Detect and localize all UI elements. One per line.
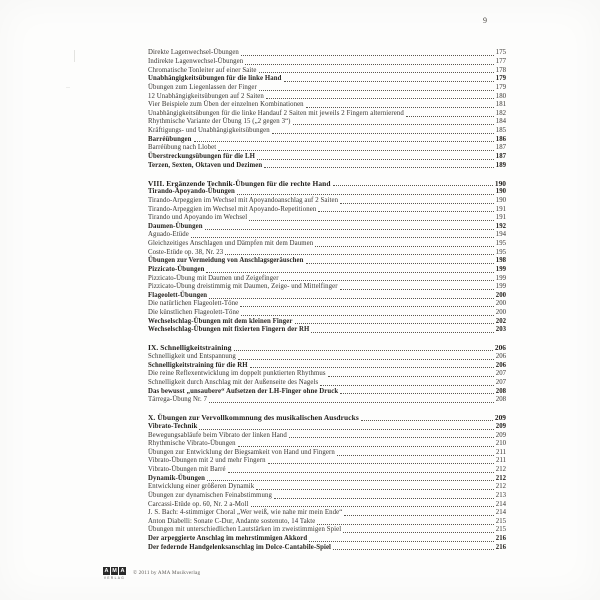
toc-entry (148, 448, 506, 457)
dotted-leader (194, 141, 494, 142)
toc-entry-title: Dynamik-Übungen (148, 474, 206, 482)
dotted-leader (293, 124, 494, 125)
toc-entry-title: Pizzicato-Übung dreistimmig mit Daumen, Zeige- und Mittelfinger (148, 283, 338, 291)
toc-entry (148, 58, 506, 67)
toc-entry-title: Schnelligkeit durch Anschlag mit der Außenseite des Nagels (148, 378, 319, 386)
toc-entry-title: Barréübungen (148, 135, 192, 143)
dotted-leader (245, 64, 494, 65)
dotted-leader (274, 498, 494, 499)
toc-entry-page: 208 (495, 396, 506, 404)
toc-entry (148, 543, 506, 552)
toc-entry-title: Vibrato-Technik (148, 422, 198, 430)
toc-entry-title: Anton Diabelli: Sonate C-Dur, Andante sostenuto, 14 Takte (148, 517, 316, 525)
dotted-leader (249, 220, 494, 221)
dotted-leader (206, 272, 493, 273)
toc-entry-page: 189 (495, 161, 506, 169)
dotted-leader (311, 332, 493, 333)
page-footer (103, 567, 200, 580)
toc-entry (148, 266, 506, 275)
toc-entry-page: 191 (495, 214, 506, 222)
toc-entry-title: IX. Schnelligkeitstraining (148, 343, 232, 353)
toc-entry-page: 200 (495, 309, 506, 317)
toc-entry (148, 396, 506, 405)
toc-entry-page: 187 (495, 144, 506, 152)
toc-entry-page: 211 (496, 457, 506, 465)
toc-entry-title: Die natürlichen Flageolett-Töne (148, 300, 239, 308)
dotted-leader (238, 359, 494, 360)
toc-entry-title: Tirando-Apoyando-Übungen (148, 188, 235, 196)
toc-entry-title: Chromatische Tonleiter auf einer Saite (148, 66, 257, 74)
dotted-leader (209, 298, 494, 299)
toc-entry-page: 198 (495, 257, 506, 265)
logo-letter: M (112, 568, 117, 574)
toc-entry-title: Das bewusst „unsaubere“ Aufsetzen der LH-Finger ohne Druck (148, 387, 339, 395)
toc-entry-page: 177 (495, 58, 506, 66)
toc-entry-title: Unabhängigkeitsübungen für die linke Handauf 2 Saiten mit jeweils 2 Fingern alternierend (148, 109, 404, 117)
dotted-leader (340, 203, 494, 204)
dotted-leader (259, 72, 494, 73)
toc-entry-page: 206 (495, 361, 506, 369)
toc-entry-page: 216 (495, 535, 506, 543)
toc-entry (148, 109, 506, 118)
dotted-leader (256, 489, 494, 490)
toc-entry (148, 214, 506, 223)
toc-entry-page: 212 (495, 483, 506, 491)
toc-entry (148, 309, 506, 318)
toc-entry-page: 191 (495, 205, 506, 213)
toc-entry (148, 517, 506, 526)
toc-entry-page: 180 (495, 92, 506, 100)
toc-entry-page: 185 (495, 127, 506, 135)
dotted-leader (344, 515, 493, 516)
toc-entry-page: 179 (495, 83, 506, 91)
dotted-leader (318, 211, 493, 212)
toc-entry-page: 175 (495, 49, 506, 57)
toc-entry (148, 317, 506, 326)
logo-letter-boxes (103, 567, 126, 575)
toc-entry-title: 12 Unabhängigkeitsübungen auf 2 Saiten (148, 92, 264, 100)
dotted-leader (228, 472, 494, 473)
toc-entry (148, 153, 506, 162)
toc-entry-page: 209 (495, 422, 506, 430)
toc-entry (148, 274, 506, 283)
dotted-leader (295, 323, 494, 324)
toc-entry-title: Coste-Etüde op. 38, Nr. 23 (148, 248, 224, 256)
dotted-leader (257, 159, 494, 160)
toc-entry-page: 214 (495, 500, 506, 508)
dotted-leader (284, 81, 494, 82)
dotted-leader (191, 237, 494, 238)
table-of-contents (148, 49, 506, 561)
toc-entry-page: 209 (495, 431, 506, 439)
dotted-leader (328, 376, 494, 377)
toc-entry-page: 187 (495, 152, 506, 160)
toc-section-header (148, 414, 506, 423)
dotted-leader (315, 246, 494, 247)
toc-entry (148, 240, 506, 249)
copyright-text: © 2011 by AMA Musikverlag (133, 570, 201, 576)
toc-entry (148, 127, 506, 136)
toc-entry-title: Bewegungsabläufe beim Vibrato der linken Hand (148, 431, 287, 439)
toc-entry-page: 216 (495, 543, 506, 551)
toc-section-header (148, 179, 506, 188)
dotted-leader (333, 549, 494, 550)
toc-entry (148, 92, 506, 101)
dotted-leader (259, 90, 494, 91)
dotted-leader (209, 402, 494, 403)
toc-entry-title: Übungen zur Vermeidung von Anschlagsgeräuschen (148, 257, 304, 265)
toc-entry (148, 49, 506, 58)
dotted-leader (337, 455, 494, 456)
toc-entry-page: 210 (495, 440, 506, 448)
logo-letter: A (120, 568, 125, 574)
toc-entry-title: Vibrato-Übungen mit Barré (148, 466, 226, 474)
dotted-leader (207, 480, 494, 481)
dotted-leader (343, 532, 494, 533)
dotted-leader (268, 463, 494, 464)
toc-entry-title: Terzen, Sexten, Oktaven und Dezimen (148, 161, 263, 169)
toc-entry-title: Übungen zur Entwicklung der Biegsamkeit von Hand und Fingern (148, 448, 335, 456)
toc-entry-title: Pizzicato-Übungen (148, 265, 205, 273)
toc-entry-page: 182 (495, 109, 506, 117)
toc-entry-title: Entwicklung einer größeren Dynamik (148, 483, 255, 491)
toc-entry-title: Tirando-Arpeggien im Wechsel mit Apoyandoanschlag auf 2 Saiten (148, 196, 339, 204)
dotted-leader (264, 167, 494, 168)
toc-entry (148, 431, 506, 440)
toc-entry-title: Wechselschlag-Übungen mit dem kleinen Finger (148, 317, 293, 325)
toc-entry (148, 483, 506, 492)
toc-entry-page: 211 (496, 448, 506, 456)
toc-entry-page: 215 (495, 517, 506, 525)
toc-entry-page: 207 (495, 370, 506, 378)
toc-entry (148, 144, 506, 153)
toc-entry-title: Die künstlichen Flageolett-Töne (148, 309, 240, 317)
toc-entry (148, 257, 506, 266)
toc-entry-title: Der federnde Handgelenksanschlag im Dolce-Cantabile-Spiel (148, 543, 332, 551)
toc-entry (148, 300, 506, 309)
toc-entry-title: Übungen zur dynamischen Feinabstimmung (148, 491, 273, 499)
toc-entry-title: Unabhängigkeitsübungen für die linke Hand (148, 75, 282, 83)
toc-entry-page: 192 (495, 222, 506, 230)
toc-entry-title: Direkte Lagenwechsel-Übungen (148, 49, 239, 57)
dotted-leader (317, 524, 493, 525)
ama-verlag-logo (103, 567, 126, 580)
toc-entry-page: 206 (495, 353, 506, 361)
toc-group (148, 414, 506, 552)
toc-entry-title: Tárrega-Übung Nr. 7 (148, 396, 208, 404)
dotted-leader (340, 393, 494, 394)
toc-entry (148, 118, 506, 127)
toc-entry-page: 214 (495, 509, 506, 517)
dotted-leader (309, 541, 494, 542)
toc-entry-page: 179 (495, 75, 506, 83)
toc-entry (148, 231, 506, 240)
toc-entry-title: Übungen mit unterschiedlichen Lautstärken im zweistimmigen Spiel (148, 526, 342, 534)
toc-entry-page: 209 (494, 413, 506, 423)
toc-entry-page: 195 (495, 248, 506, 256)
toc-entry-page: 199 (495, 265, 506, 273)
dotted-leader (241, 315, 494, 316)
toc-entry (148, 161, 506, 170)
dotted-leader (238, 446, 494, 447)
toc-entry (148, 387, 506, 396)
dotted-leader (225, 254, 494, 255)
toc-entry (148, 353, 506, 362)
toc-entry (148, 457, 506, 466)
toc-entry-title: Daumen-Übungen (148, 222, 203, 230)
toc-entry (148, 188, 506, 197)
toc-entry (148, 440, 506, 449)
toc-entry-page: 184 (495, 118, 506, 126)
toc-entry-title: Vibrato-Übungen mit 2 und mehr Fingern (148, 457, 266, 465)
dotted-leader (205, 229, 494, 230)
toc-entry (148, 474, 506, 483)
scan-artifact (74, 50, 75, 62)
toc-entry (148, 492, 506, 501)
toc-entry-page: 213 (495, 491, 506, 499)
logo-letter: A (104, 568, 109, 574)
toc-group (148, 344, 506, 404)
toc-entry-title: Überstreckungsübungen für die LH (148, 152, 255, 160)
toc-entry (148, 135, 506, 144)
toc-entry-page: 203 (495, 326, 506, 334)
toc-entry-page: 181 (495, 101, 506, 109)
toc-entry (148, 361, 506, 370)
dotted-leader (361, 420, 493, 421)
toc-entry (148, 197, 506, 206)
toc-entry-title: Indirekte Lagenwechsel-Übungen (148, 58, 244, 66)
toc-entry-title: X. Übungen zur Vervollkommnung des musikalischen Ausdrucks (148, 413, 359, 423)
toc-entry-page: 190 (495, 188, 506, 196)
dotted-leader (320, 385, 494, 386)
toc-entry-page: 207 (495, 378, 506, 386)
toc-entry-title: Rhythmische Variante der Übung 15 („2 gegen 3“) (148, 118, 291, 126)
toc-entry-title: Barréübung nach Llobet (148, 144, 217, 152)
dotted-leader (333, 185, 493, 186)
dotted-leader (340, 289, 494, 290)
toc-section-header (148, 344, 506, 353)
toc-entry (148, 248, 506, 257)
dotted-leader (237, 194, 494, 195)
logo-sub-label: VERLAG (103, 575, 126, 580)
toc-entry-title: Übungen zum Liegenlassen der Finger (148, 83, 257, 91)
toc-entry-page: 202 (495, 317, 506, 325)
toc-entry-title: Wechselschlag-Übungen mit fixierten Fingern der RH (148, 326, 310, 334)
toc-entry-title: Carcassi-Etüde op. 60, Nr. 2 a-Moll (148, 500, 249, 508)
dotted-leader (234, 350, 493, 351)
toc-entry-title: Rhythmische Vibrato-Übungen (148, 440, 236, 448)
toc-entry-title: J. S. Bach: 4-stimmiger Choral „Wer weiß, wie nahe mir mein Ende“ (148, 509, 343, 517)
toc-entry-title: Tirando-Arpeggien im Wechsel mit Apoyando-Repetitionen (148, 205, 317, 213)
toc-entry-page: 206 (494, 343, 506, 353)
toc-entry (148, 66, 506, 75)
scan-artifact (66, 87, 70, 88)
toc-entry-title: Der arpeggierte Anschlag im mehrstimmigen Akkord (148, 535, 308, 543)
dotted-leader (281, 280, 494, 281)
toc-group (148, 179, 506, 334)
toc-entry (148, 370, 506, 379)
toc-entry (148, 205, 506, 214)
toc-entry-page: 190 (495, 196, 506, 204)
dotted-leader (218, 150, 494, 151)
toc-entry (148, 291, 506, 300)
toc-entry (148, 326, 506, 335)
toc-entry (148, 423, 506, 432)
dotted-leader (406, 116, 494, 117)
dotted-leader (251, 506, 494, 507)
dotted-leader (289, 437, 494, 438)
dotted-leader (306, 107, 494, 108)
toc-entry-page: 195 (495, 240, 506, 248)
toc-entry-page: 186 (495, 135, 506, 143)
toc-entry (148, 535, 506, 544)
toc-entry-title: Schnelligkeit und Entspannung (148, 353, 236, 361)
toc-entry-title: Flageolett-Übungen (148, 291, 208, 299)
dotted-leader (199, 429, 493, 430)
toc-entry-title: Gleichzeitiges Anschlagen und Dämpfen mit dem Daumen (148, 240, 314, 248)
toc-entry-page: 199 (495, 283, 506, 291)
toc-entry (148, 75, 506, 84)
toc-entry-title: VIII. Ergänzende Technik-Übungen für die rechte Hand (148, 178, 331, 188)
toc-entry (148, 500, 506, 509)
dotted-leader (266, 98, 494, 99)
toc-entry (148, 466, 506, 475)
toc-group (148, 49, 506, 170)
dotted-leader (272, 133, 494, 134)
toc-entry (148, 526, 506, 535)
dotted-leader (241, 55, 494, 56)
toc-entry-title: Vier Beispiele zum Üben der einzelnen Kombinationen (148, 101, 304, 109)
dotted-leader (250, 367, 494, 368)
toc-entry-page: 212 (495, 466, 506, 474)
toc-entry-page: 199 (495, 274, 506, 282)
toc-entry-page: 200 (495, 291, 506, 299)
toc-entry-title: Schnelligkeitstraining für die RH (148, 361, 248, 369)
toc-entry-page: 212 (495, 474, 506, 482)
toc-entry (148, 84, 506, 93)
toc-entry-title: Tirando und Apoyando im Wechsel (148, 214, 248, 222)
toc-entry (148, 101, 506, 110)
toc-entry (148, 222, 506, 231)
dotted-leader (306, 263, 494, 264)
toc-entry-title: Die reine Reflexentwicklung im doppelt punktierten Rhythmus (148, 370, 326, 378)
toc-entry-page: 194 (495, 231, 506, 239)
dotted-leader (240, 306, 494, 307)
page-number: 9 (483, 16, 487, 25)
toc-entry-page: 178 (495, 66, 506, 74)
toc-entry-page: 200 (495, 300, 506, 308)
toc-entry-page: 215 (495, 526, 506, 534)
toc-entry-page: 208 (495, 387, 506, 395)
toc-entry (148, 379, 506, 388)
toc-entry-title: Kräftigungs- und Unabhängigkeitsübungen (148, 127, 270, 135)
toc-entry-page: 190 (494, 178, 506, 188)
toc-entry (148, 283, 506, 292)
toc-entry (148, 509, 506, 518)
toc-entry-title: Aguado-Etüde (148, 231, 189, 239)
toc-entry-title: Pizzicato-Übung mit Daumen und Zeigefinger (148, 274, 279, 282)
